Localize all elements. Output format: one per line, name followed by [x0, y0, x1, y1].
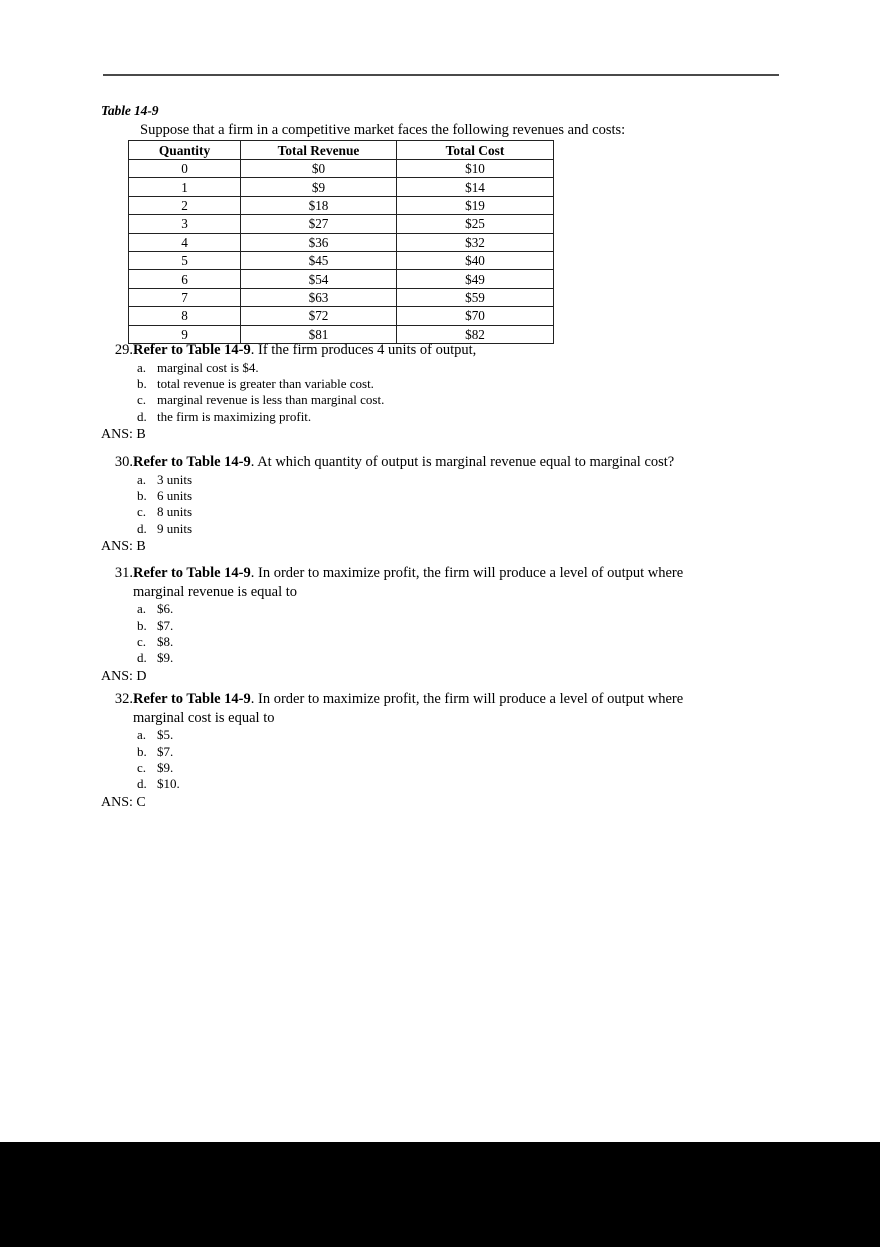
question-number: 30.	[114, 454, 133, 470]
cell-total-cost: $10	[397, 160, 554, 178]
option-letter: a.	[137, 727, 147, 743]
table-header	[129, 141, 554, 160]
answer-option[interactable]	[0, 472, 880, 488]
option-text: $6.	[157, 601, 174, 617]
cell-total-cost: $25	[397, 215, 554, 233]
option-letter: c.	[137, 633, 147, 649]
cell-total-cost: $49	[397, 270, 554, 288]
cell-total-cost: $32	[397, 233, 554, 251]
cell-quantity: 3	[129, 215, 241, 233]
cell-total-cost: $40	[397, 251, 554, 269]
question-block	[0, 453, 880, 556]
column-header-quantity: Quantity	[129, 141, 241, 160]
option-text: $7.	[157, 617, 174, 633]
option-text: marginal cost is $4.	[157, 359, 259, 375]
table-header-row	[129, 141, 554, 160]
table-row	[129, 233, 554, 251]
option-letter: b.	[137, 617, 147, 633]
option-text: $9.	[157, 650, 174, 666]
table-row	[129, 178, 554, 196]
cell-quantity: 5	[129, 251, 241, 269]
cell-quantity: 6	[129, 270, 241, 288]
option-letter: d.	[137, 520, 147, 536]
table-intro-text: Suppose that a firm in a competitive market faces the following revenues and costs:	[140, 122, 626, 138]
cell-quantity: 1	[129, 178, 241, 196]
cell-total-revenue: $63	[241, 288, 397, 306]
answer-key: ANS: D	[101, 668, 147, 684]
cell-total-revenue: $81	[241, 325, 397, 343]
answer-option[interactable]	[0, 409, 880, 425]
option-letter: a.	[137, 601, 147, 617]
cell-total-cost: $70	[397, 307, 554, 325]
answer-key: ANS: B	[101, 427, 146, 443]
option-letter: a.	[137, 471, 147, 487]
question-stem	[0, 564, 880, 583]
cell-total-revenue: $45	[241, 251, 397, 269]
question-reference: Refer to Table 14-9	[133, 342, 251, 358]
table-row	[129, 196, 554, 214]
option-letter: a.	[137, 359, 147, 375]
answer-options	[0, 601, 880, 667]
cell-total-revenue: $27	[241, 215, 397, 233]
question-block	[0, 690, 880, 812]
option-letter: c.	[137, 504, 147, 520]
table-label: Table 14-9	[101, 103, 159, 118]
cell-total-revenue: $54	[241, 270, 397, 288]
answer-key: ANS: C	[101, 794, 146, 810]
question-block	[0, 341, 880, 444]
option-text: total revenue is greater than variable cost.	[157, 375, 374, 391]
option-text: $9.	[157, 759, 174, 775]
answer-option[interactable]	[0, 521, 880, 537]
answer-options	[0, 472, 880, 538]
question-prompt: . In order to maximize profit, the firm will produce a level of output where	[250, 565, 684, 581]
table-body	[129, 160, 554, 344]
answer-option[interactable]	[0, 760, 880, 776]
page-bottom-black-band	[0, 1142, 880, 1247]
question-stem	[0, 690, 880, 709]
cell-total-cost: $59	[397, 288, 554, 306]
question-reference: Refer to Table 14-9	[133, 565, 251, 581]
cell-total-revenue: $0	[241, 160, 397, 178]
column-header-total-cost: Total Cost	[397, 141, 554, 160]
question-block	[0, 564, 880, 686]
question-stem	[0, 453, 880, 472]
option-text: $7.	[157, 743, 174, 759]
cell-quantity: 0	[129, 160, 241, 178]
option-letter: b.	[137, 487, 147, 503]
cell-quantity: 7	[129, 288, 241, 306]
column-header-total-revenue: Total Revenue	[241, 141, 397, 160]
option-text: 8 units	[157, 504, 193, 520]
answer-option[interactable]	[0, 727, 880, 743]
answer-option[interactable]	[0, 360, 880, 376]
table-row	[129, 288, 554, 306]
answer-option[interactable]	[0, 504, 880, 520]
answer-option[interactable]	[0, 650, 880, 666]
option-letter: c.	[137, 759, 147, 775]
question-text	[133, 341, 880, 360]
table-row	[129, 251, 554, 269]
option-text: $5.	[157, 727, 174, 743]
cell-total-cost: $19	[397, 196, 554, 214]
cell-total-cost: $82	[397, 325, 554, 343]
cell-total-cost: $14	[397, 178, 554, 196]
cell-quantity: 2	[129, 196, 241, 214]
option-text: 3 units	[157, 471, 193, 487]
question-text	[133, 564, 880, 583]
question-reference: Refer to Table 14-9	[133, 691, 251, 707]
answer-option[interactable]	[0, 744, 880, 760]
option-text: 6 units	[157, 487, 193, 503]
option-text: $10.	[157, 776, 180, 792]
question-stem-continuation: marginal revenue is equal to	[133, 583, 298, 600]
option-letter: d.	[137, 776, 147, 792]
answer-option[interactable]	[0, 488, 880, 504]
table-row	[129, 270, 554, 288]
question-reference: Refer to Table 14-9	[133, 454, 251, 470]
option-text: $8.	[157, 633, 174, 649]
question-stem-continuation: marginal cost is equal to	[133, 709, 275, 726]
header-divider-rule	[103, 74, 779, 76]
cell-total-revenue: $72	[241, 307, 397, 325]
option-letter: d.	[137, 408, 147, 424]
question-number: 31.	[114, 565, 133, 581]
table-row	[129, 215, 554, 233]
question-stem	[0, 341, 880, 360]
question-prompt: . If the firm produces 4 units of output,	[250, 342, 477, 358]
answer-option[interactable]	[0, 776, 880, 792]
table-row	[129, 307, 554, 325]
question-number: 29.	[114, 342, 133, 358]
cell-quantity: 8	[129, 307, 241, 325]
answer-option[interactable]	[0, 376, 880, 392]
answer-options	[0, 360, 880, 426]
answer-options	[0, 727, 880, 793]
answer-option[interactable]	[0, 618, 880, 634]
question-prompt: . At which quantity of output is marginal revenue equal to marginal cost?	[250, 454, 675, 470]
table-row	[129, 160, 554, 178]
option-letter: d.	[137, 650, 147, 666]
option-text: the firm is maximizing profit.	[157, 408, 312, 424]
cell-total-revenue: $9	[241, 178, 397, 196]
answer-option[interactable]	[0, 601, 880, 617]
cell-quantity: 4	[129, 233, 241, 251]
option-text: 9 units	[157, 520, 193, 536]
cell-total-revenue: $36	[241, 233, 397, 251]
revenue-cost-table	[128, 140, 554, 344]
question-text	[133, 690, 880, 709]
question-text	[133, 453, 880, 472]
cell-total-revenue: $18	[241, 196, 397, 214]
question-number: 32.	[114, 691, 133, 707]
cell-quantity: 9	[129, 325, 241, 343]
answer-option[interactable]	[0, 392, 880, 408]
option-text: marginal revenue is less than marginal cost.	[157, 392, 385, 408]
answer-key: ANS: B	[101, 539, 146, 555]
option-letter: b.	[137, 375, 147, 391]
option-letter: c.	[137, 392, 147, 408]
answer-option[interactable]	[0, 634, 880, 650]
option-letter: b.	[137, 743, 147, 759]
question-prompt: . In order to maximize profit, the firm will produce a level of output where	[250, 691, 684, 707]
